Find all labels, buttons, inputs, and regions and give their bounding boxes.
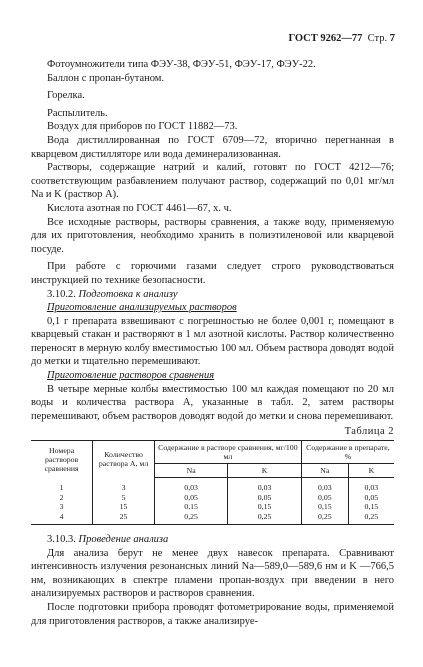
section-heading-3-10-2 <box>31 288 394 302</box>
paragraph: 0,1 г препарата взвешивают с погрешностью не более 0,001 г, помещают в кварцевый стакан и растворяют в 1 мл азотной кислоты. Раствор количественно переносят в мерную колбу вместимостью 100 мл. Объем раствора доводят водой до метки и тщательно перемешивают. <box>31 315 394 368</box>
column-header: Номера растворов сравнения <box>31 441 93 478</box>
table-cell: 0,15 <box>301 502 348 512</box>
subsection-heading <box>31 369 394 383</box>
table-cell: 0,05 <box>301 493 348 503</box>
column-subheader: Na <box>154 464 227 478</box>
page-label: Стр. <box>367 33 388 44</box>
table-cell: 0,15 <box>154 502 227 512</box>
data-table <box>31 440 394 525</box>
column-header: Содержание в растворе сравнения, мг/100 мл <box>154 441 301 464</box>
paragraph: После подготовки прибора проводят фотометрирование воды, применяемой для приготовления растворов, а также анализируе- <box>31 602 394 627</box>
column-header: Содержание в препарате, % <box>301 441 394 464</box>
paragraph: Распылитель. <box>47 107 108 119</box>
table-cell: 25 <box>93 512 155 525</box>
paragraph: Растворы, содержащие натрий и калий, готовят по ГОСТ 4212—76; соответствующим разбавлением получают раствор, содержащий по 0,01 мг/мл Na и K (раствор А). <box>31 162 394 201</box>
table-cell: 0,25 <box>154 512 227 525</box>
table-cell: 3 <box>59 502 64 512</box>
table-cell: 0,05 <box>154 493 227 503</box>
table-cell: 4 <box>31 512 93 525</box>
table-row <box>31 512 394 525</box>
gost-number: ГОСТ 9262—77 <box>288 33 363 44</box>
page-number: 7 <box>389 33 395 44</box>
table-cell: 0,03 <box>228 478 301 493</box>
table-cell: 0,25 <box>228 512 301 525</box>
column-subheader: Na <box>301 464 348 478</box>
paragraph: При работе с горючими газами следует строго руководствоваться инструкцией по технике безопасности. <box>31 261 394 286</box>
section-title: Подготовка к анализу <box>78 288 178 300</box>
table-row <box>31 493 394 503</box>
paragraph: Для анализа берут не менее двух навесок препарата. Сравнивают интенсивность излучения резонансных линий Na—589,0—589,6 нм и K —766,5 нм, возникающих в спектре пламени пропан-воздух при введении в него анализируемых растворов и растворов сравнения. <box>31 547 394 600</box>
table-cell: 5 <box>93 493 155 503</box>
table-cell: 3 <box>93 478 155 493</box>
paragraph: Фотоумножители типа ФЭУ-38, ФЭУ-51, ФЭУ-17, ФЭУ-22. <box>47 59 316 70</box>
table-cell: 2 <box>59 492 64 502</box>
subsection-title: Приготовление растворов сравнения <box>47 370 215 382</box>
document-body <box>31 58 394 628</box>
paragraph: Вода дистиллированная по ГОСТ 6709—72, вторично перегнанная в кварцевом дистилляторе или вода деминерализованная. <box>31 134 394 160</box>
column-subheader: K <box>348 464 394 478</box>
subsection-title: Приготовление анализируемых растворов <box>47 302 237 314</box>
table-cell: 0,03 <box>348 478 394 493</box>
table-cell: 0,05 <box>228 493 301 503</box>
table-cell: 0,03 <box>301 478 348 493</box>
table-cell: 0,25 <box>348 512 394 525</box>
table-cell: 0,25 <box>301 512 348 525</box>
paragraph: Баллон с пропан-бутаном. <box>47 72 165 84</box>
table-cell: 0,05 <box>348 493 394 503</box>
table-cell: 15 <box>93 502 155 512</box>
table-row <box>31 478 394 493</box>
table-cell: 1 <box>59 482 64 492</box>
table-cell: 0,15 <box>228 502 301 512</box>
table-cell: 0,15 <box>348 502 394 512</box>
table-row <box>31 502 394 512</box>
subsection-heading <box>31 301 394 315</box>
paragraph: Воздух для приборов по ГОСТ 11882—73. <box>47 121 238 133</box>
section-number: 3.10.3. <box>47 534 76 546</box>
paragraph: Все исходные растворы, растворы сравнения, а также воду, применяемую для их приготовления, необходимо хранить в полиэтиленовой или кварцевой посуде. <box>31 216 394 255</box>
section-number: 3.10.2. <box>47 288 76 300</box>
paragraph: В четыре мерные колбы вместимостью 100 мл каждая помещают по 20 мл воды и количества раствора А, указанные в табл. 2, затем растворы перемешивают, объем растворов доводят водой до метки и снова перемешивают. <box>31 383 394 422</box>
section-title: Проведение анализа <box>78 534 169 546</box>
column-header: Количество раствора А, мл <box>93 441 155 478</box>
table-cell: 0,03 <box>154 478 227 493</box>
column-subheader: K <box>228 464 301 478</box>
page-header <box>288 33 395 44</box>
paragraph: Кислота азотная по ГОСТ 4461—67, х. ч. <box>47 202 232 214</box>
section-heading-3-10-3 <box>31 533 394 547</box>
paragraph: Горелка. <box>47 90 85 102</box>
table-caption: Таблица 2 <box>344 426 394 438</box>
